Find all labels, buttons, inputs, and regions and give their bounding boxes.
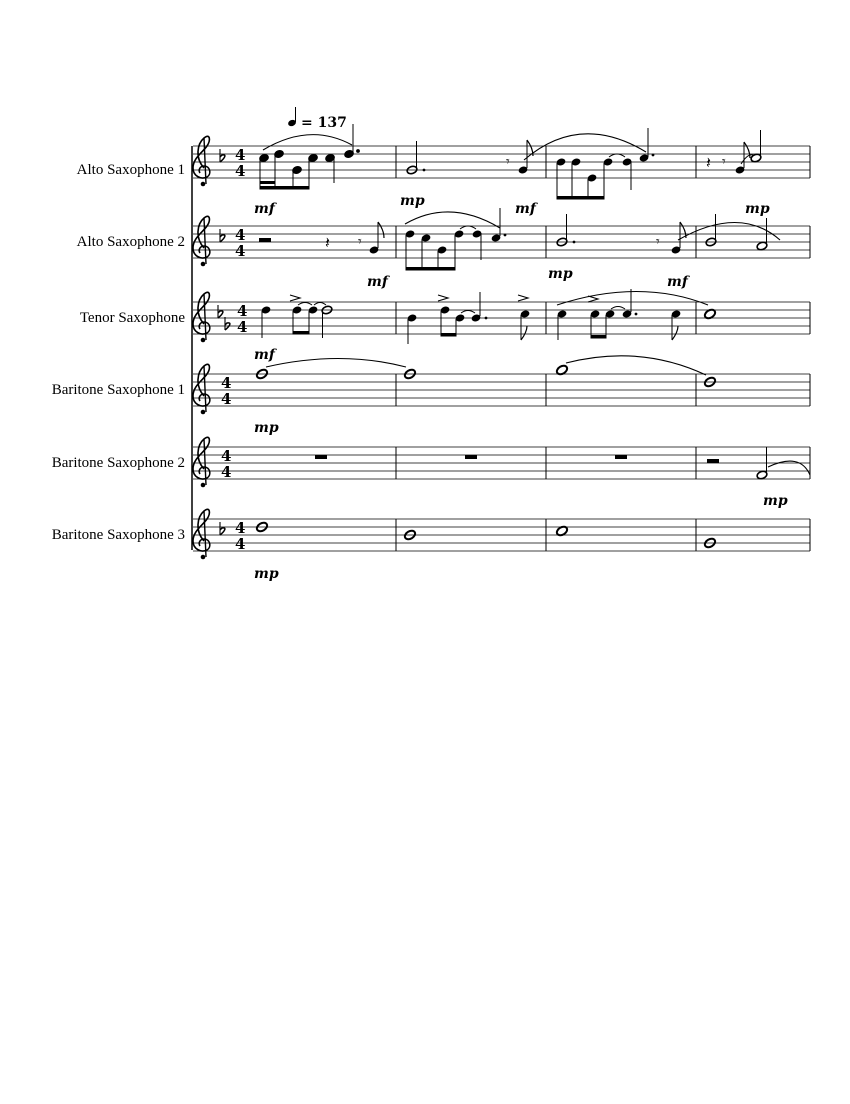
eighth-rest: 𝄾 (506, 154, 510, 170)
dynamic-mark: mf (254, 347, 275, 363)
eighth-rest: 𝄾 (722, 154, 726, 170)
staff-alto-sax-2 (193, 208, 810, 290)
half-rest (259, 238, 271, 242)
dynamic-mark: mp (254, 420, 279, 436)
time-sig-num: 4 (235, 226, 246, 244)
time-sig-den: 4 (237, 318, 248, 336)
quarter-rest: 𝄽 (325, 233, 330, 252)
whole-rest (315, 455, 327, 459)
staff-alto-sax-1 (193, 107, 810, 217)
eighth-rest: 𝄾 (656, 234, 660, 250)
instrument-label-bari-sax-2: Baritone Saxophone 2 (51, 455, 185, 471)
time-sig-den: 4 (221, 390, 232, 408)
dynamic-mark: mp (254, 566, 279, 582)
time-sig-den: 4 (235, 535, 246, 553)
eighth-rest: 𝄾 (358, 234, 362, 250)
time-sig-num: 4 (221, 447, 232, 465)
time-sig-num: 4 (235, 146, 246, 164)
instrument-label-bari-sax-1: Baritone Saxophone 1 (51, 382, 185, 398)
instrument-label-alto-sax-1: Alto Saxophone 1 (76, 162, 185, 178)
whole-rest (465, 455, 477, 459)
tempo-marking: = 137 (301, 115, 347, 131)
time-sig-num: 4 (237, 302, 248, 320)
time-sig-den: 4 (235, 162, 246, 180)
dynamic-mark: mp (763, 493, 788, 509)
quarter-rest: 𝄽 (706, 153, 711, 172)
staff-bari-sax-3 (193, 509, 810, 582)
dynamic-mark: mp (400, 193, 425, 209)
dynamic-mark: mp (745, 201, 770, 217)
instrument-label-bari-sax-3: Baritone Saxophone 3 (51, 527, 185, 543)
time-sig-den: 4 (221, 463, 232, 481)
dynamic-mark: mf (367, 274, 388, 290)
dynamic-mark: mf (667, 274, 688, 290)
staff-bari-sax-1 (193, 356, 810, 436)
instrument-label-alto-sax-2: Alto Saxophone 2 (76, 234, 185, 250)
dynamic-mark: mf (515, 201, 536, 217)
instrument-label-tenor-sax: Tenor Saxophone (79, 310, 185, 326)
staff-tenor-sax (193, 289, 810, 363)
staff-bari-sax-2 (193, 437, 810, 509)
time-sig-num: 4 (235, 519, 246, 537)
time-sig-num: 4 (221, 374, 232, 392)
whole-rest (615, 455, 627, 459)
half-rest (707, 459, 719, 463)
dynamic-mark: mf (254, 201, 275, 217)
time-sig-den: 4 (235, 242, 246, 260)
dynamic-mark: mp (548, 266, 573, 282)
